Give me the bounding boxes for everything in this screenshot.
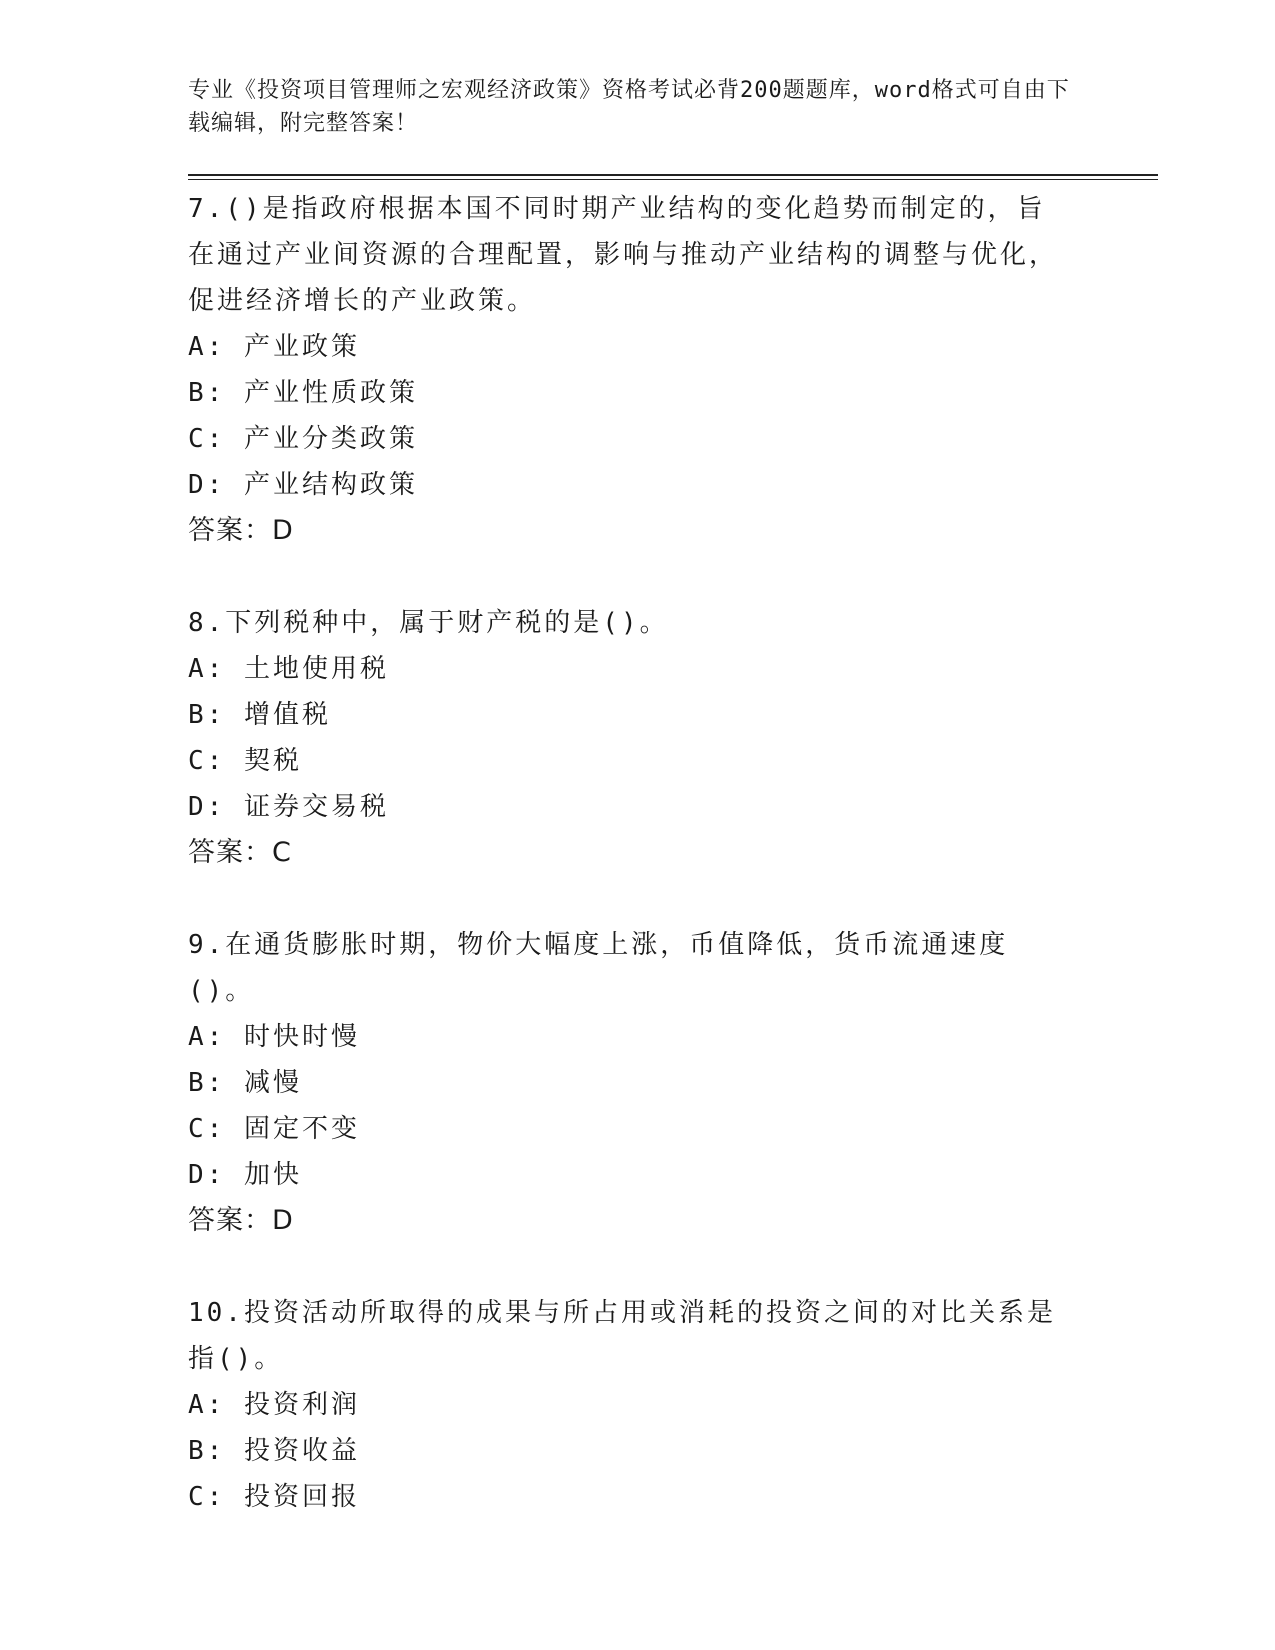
answer-line: 答案：D	[188, 515, 294, 546]
question-7	[188, 186, 1163, 554]
option-c: C: 契税	[188, 746, 302, 776]
option-d: D: 产业结构政策	[188, 470, 418, 500]
question-stem: 10.投资活动所取得的成果与所占用或消耗的投资之间的对比关系是指()。	[188, 1298, 1056, 1374]
option-a: A: 土地使用税	[188, 654, 389, 684]
option-a: A: 投资利润	[188, 1390, 360, 1420]
answer-line: 答案：C	[188, 837, 292, 868]
answer-line: 答案：D	[188, 1205, 294, 1236]
option-b: B: 投资收益	[188, 1436, 360, 1466]
header-divider	[188, 174, 1158, 180]
option-b: B: 增值税	[188, 700, 331, 730]
document-page	[188, 74, 1163, 1520]
question-10	[188, 1290, 1163, 1520]
option-b: B: 产业性质政策	[188, 378, 418, 408]
option-d: D: 证券交易税	[188, 792, 389, 822]
question-stem: 7.()是指政府根据本国不同时期产业结构的变化趋势而制定的，旨在通过产业间资源的合理配置，影响与推动产业结构的调整与优化，促进经济增长的产业政策。	[188, 194, 1059, 316]
option-a: A: 时快时慢	[188, 1022, 360, 1052]
option-b: B: 减慢	[188, 1068, 302, 1098]
option-a: A: 产业政策	[188, 332, 360, 362]
document-header-title: 专业《投资项目管理师之宏观经济政策》资格考试必背200题题库，word格式可自由下载编辑，附完整答案！	[188, 78, 1070, 136]
question-9	[188, 922, 1163, 1244]
question-8	[188, 600, 1163, 876]
option-c: C: 产业分类政策	[188, 424, 418, 454]
option-c: C: 固定不变	[188, 1114, 360, 1144]
option-c: C: 投资回报	[188, 1482, 360, 1512]
question-stem: 9.在通货膨胀时期，物价大幅度上涨，币值降低，货币流通速度()。	[188, 930, 1009, 1006]
question-stem: 8.下列税种中，属于财产税的是()。	[188, 608, 669, 638]
option-d: D: 加快	[188, 1160, 302, 1190]
